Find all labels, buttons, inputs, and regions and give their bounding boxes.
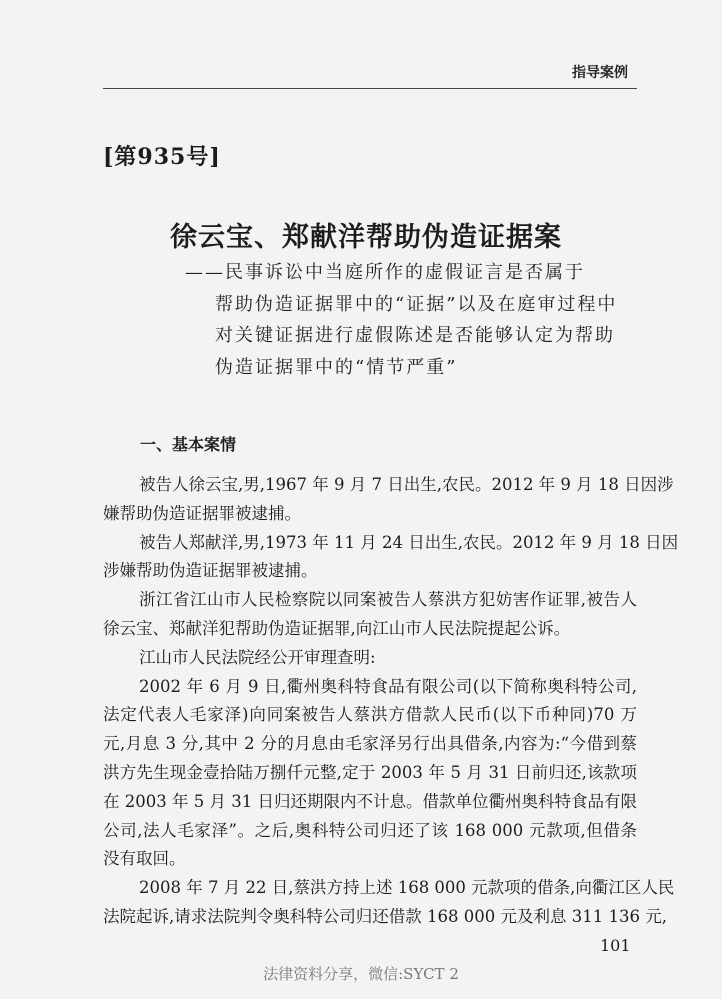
section-heading: 一、基本案情 <box>140 435 237 454</box>
body-line: 浙江省江山市人民检察院以同案被告人蔡洪方犯妨害作证罪,被告人 <box>139 590 637 610</box>
body-line: 江山市人民法院经公开审理查明: <box>139 647 376 667</box>
body-text <box>103 471 679 932</box>
header-rule <box>103 88 637 89</box>
subtitle-line: 帮助伪造证据罪中的“证据”以及在庭审过程中 <box>215 294 618 315</box>
running-header-section: 指导案例 <box>572 65 628 81</box>
body-line: 元,月息 3 分,其中 2 分的月息由毛家泽另行出具借条,内容为:“今借到蔡 <box>103 734 637 754</box>
body-line: 公司,法人毛家泽”。之后,奥科特公司归还了该 168 000 元款项,但借条 <box>103 820 637 840</box>
footer-watermark: 法律资料分享，微信:SYCT 2 <box>263 965 459 983</box>
subtitle-line: ——民事诉讼中当庭所作的虚假证言是否属于 <box>185 262 585 283</box>
body-line: 被告人郑献洋,男,1973 年 11 月 24 日出生,农民。2012 年 9 月 18 日因 <box>139 532 679 552</box>
body-line: 洪方先生现金壹拾陆万捌仟元整,定于 2003 年 5 月 31 日前归还,该款项 <box>103 762 637 782</box>
body-line: 被告人徐云宝,男,1967 年 9 月 7 日出生,农民。2012 年 9 月 18 日因涉 <box>139 475 674 494</box>
subtitle-line: 对关键证据进行虚假陈述是否能够认定为帮助 <box>215 325 615 346</box>
body-line: 在 2003 年 5 月 31 日归还期限内不计息。借款单位衢州奥科特食品有限 <box>103 791 637 811</box>
case-number: [第935号] <box>103 144 221 170</box>
page-number: 101 <box>600 936 631 955</box>
body-line: 法定代表人毛家泽)向同案被告人蔡洪方借款人民币(以下币种同)70 万 <box>103 705 637 725</box>
body-line: 法院起诉,请求法院判令奥科特公司归还借款 168 000 元及利息 311 136 元, <box>103 906 667 926</box>
subtitle-line: 伪造证据罪中的“情节严重” <box>215 357 458 378</box>
body-line: 嫌帮助伪造证据罪被逮捕。 <box>103 503 301 523</box>
body-line: 徐云宝、郑献洋犯帮助伪造证据罪,向江山市人民法院提起公诉。 <box>103 618 571 638</box>
body-line: 涉嫌帮助伪造证据罪被逮捕。 <box>103 561 318 581</box>
body-line: 没有取回。 <box>103 849 186 869</box>
case-title: 徐云宝、郑献洋帮助伪造证据案 <box>170 222 562 253</box>
body-line: 2002 年 6 月 9 日,衢州奥科特食品有限公司(以下简称奥科特公司, <box>139 676 637 696</box>
body-line: 2008 年 7 月 22 日,蔡洪方持上述 168 000 元款项的借条,向衢江区人民 <box>139 878 675 898</box>
